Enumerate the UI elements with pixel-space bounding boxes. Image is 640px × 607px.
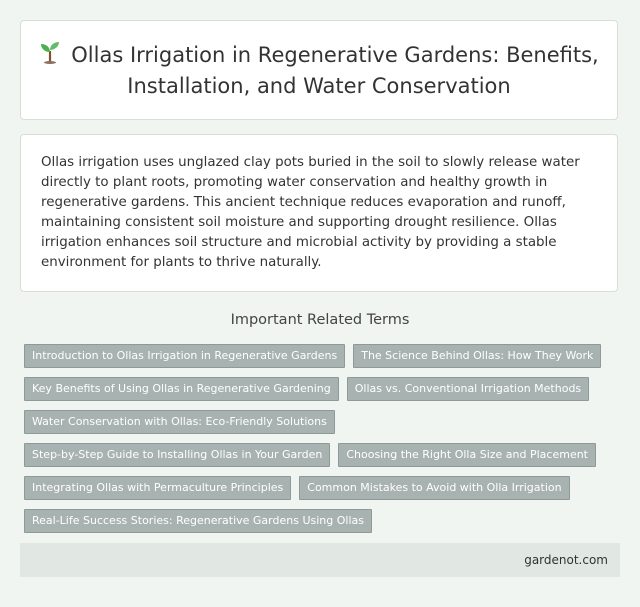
footer (20, 543, 620, 577)
related-terms-list (24, 344, 624, 533)
related-term-link[interactable]: Common Mistakes to Avoid with Olla Irrigation (299, 476, 569, 500)
related-term-link[interactable]: Ollas vs. Conventional Irrigation Methods (347, 377, 589, 401)
related-term-link[interactable]: Water Conservation with Ollas: Eco-Friendly Solutions (24, 410, 335, 434)
related-term-link[interactable]: Integrating Ollas with Permaculture Principles (24, 476, 291, 500)
page-title (39, 40, 599, 101)
related-term-link[interactable]: Step-by-Step Guide to Installing Ollas in Your Garden (24, 443, 330, 467)
summary-text: Ollas irrigation uses unglazed clay pots buried in the soil to slowly release water directly to plant roots, promoting water conservation and healthy growth in regenerative gardens. This ancient technique reduces evaporation and runoff, maintaining consistent soil moisture and supporting drought resilience. Ollas irrigation enhances soil structure and microbial activity by providing a stable environment for plants to thrive naturally. (41, 155, 580, 270)
summary-card (20, 134, 618, 292)
page-title-text: Ollas Irrigation in Regenerative Gardens: Benefits, Installation, and Water Conservation (71, 42, 599, 98)
sprout-icon (39, 40, 61, 72)
footer-site-name[interactable]: gardenot.com (524, 553, 608, 567)
related-term-link[interactable]: Introduction to Ollas Irrigation in Regenerative Gardens (24, 344, 345, 368)
related-terms-heading: Important Related Terms (230, 312, 410, 328)
title-card (20, 20, 618, 120)
related-term-link[interactable]: Real-Life Success Stories: Regenerative Gardens Using Ollas (24, 509, 372, 533)
related-term-link[interactable]: Choosing the Right Olla Size and Placement (338, 443, 596, 467)
related-term-link[interactable]: The Science Behind Ollas: How They Work (353, 344, 601, 368)
related-term-link[interactable]: Key Benefits of Using Ollas in Regenerative Gardening (24, 377, 339, 401)
